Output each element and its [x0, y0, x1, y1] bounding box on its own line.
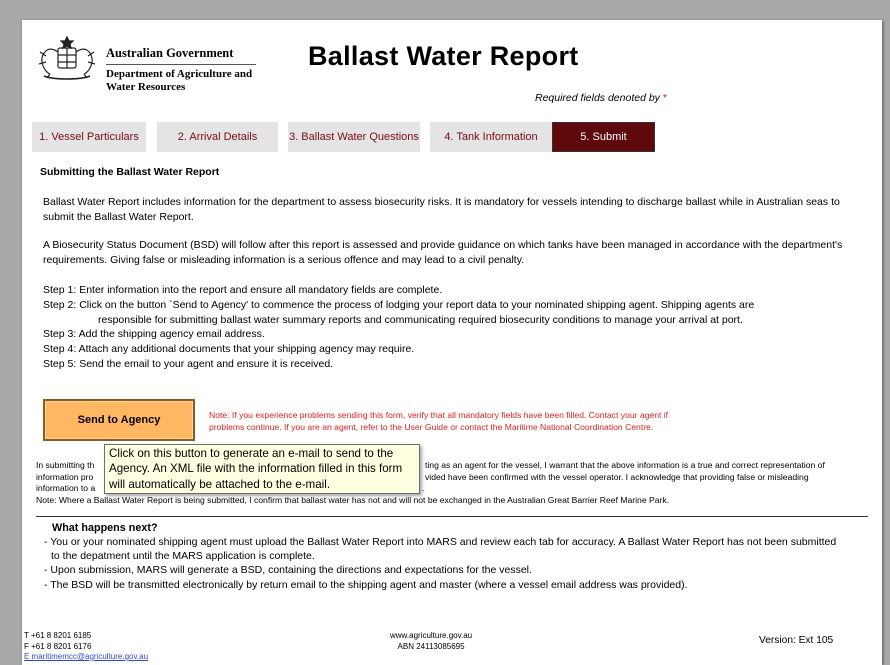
declaration-line-2b: vided have been confirmed with the vessel operator. I acknowledge that providing false or misleading [425, 471, 809, 482]
step-2-continued: responsible for submitting ballast water summary reports and communicating required biosecurity conditions to manage your arrival at port. [98, 313, 743, 326]
footer-fax: F +61 8 8201 6176 [24, 641, 92, 651]
tab-tank-information[interactable]: 4. Tank Information [430, 122, 552, 152]
section-title: Submitting the Ballast Water Report [40, 166, 220, 178]
intro-paragraph: Ballast Water Report includes information for the department to assess biosecurity risks. It is mandatory for vessels intending to discharge ballast while in Australian seas to submit the Ballast Water Report. [43, 196, 840, 223]
what-next-item-2: - Upon submission, MARS will generate a BSD, containing the directions and expectations for the vessel. [44, 564, 532, 577]
what-next-title: What happens next? [52, 522, 158, 534]
declaration-line-2a: information pro [36, 471, 94, 482]
required-note-text: Required fields denoted by [535, 92, 660, 104]
what-next-item-1-continued: to the depatment until the MARS application is complete. [51, 550, 315, 563]
step-2: Step 2: Click on the button `Send to Agency' to commence the process of lodging your report data to your nominated shipping agent. Shipping agents are [43, 298, 755, 311]
what-next-item-1: - You or your nominated shipping agent must upload the Ballast Water Report into MARS and review each tab for accuracy. A Ballast Water Report has not been submitted [44, 536, 837, 548]
government-name: Australian Government [106, 46, 234, 60]
tab-arrival-details[interactable]: 2. Arrival Details [157, 122, 278, 152]
send-button-tooltip: Click on this button to generate an e-mail to send to the Agency. An XML file with the information filled in this form will automatically be attached to the e-mail. [104, 444, 420, 494]
send-to-agency-button[interactable]: Send to Agency [43, 399, 195, 441]
required-fields-note [535, 92, 667, 104]
declaration-line-3b: . [422, 483, 425, 494]
logo-divider [106, 64, 256, 65]
step-3: Step 3: Add the shipping agency email address. [43, 328, 265, 341]
page-title: Ballast Water Report [308, 41, 579, 71]
what-next-item-3: - The BSD will be transmitted electronically by return email to the shipping agent and master (where a vessel email address was provided). [44, 578, 688, 591]
note-line-1: Note: If you experience problems sending this form, verify that all mandatory fields have been filled. Contact your agent if [209, 410, 669, 420]
government-logo [36, 34, 256, 98]
footer-website-url[interactable]: www.agriculture.gov.au [390, 631, 473, 640]
step-4: Step 4: Attach any additional documents that your shipping agency may require. [43, 343, 415, 356]
bsd-paragraph: A Biosecurity Status Document (BSD) will follow after this report is assessed and provide guidance on which tanks have been managed in accordance with the department's requirements. Giving false or misleading information is a serious offence and may lead to a civil penalty. [43, 239, 843, 266]
footer-phone: T +61 8 8201 6185 [24, 631, 92, 640]
step-1: Step 1: Enter information into the report and ensure all mandatory fields are complete. [43, 284, 443, 296]
steps-list [43, 283, 843, 372]
footer-contact [24, 631, 148, 663]
note-line-2: problems continue. If you are an agent, refer to the User Guide or contact the Maritime National Coordination Centre. [209, 422, 654, 432]
version-label: Version: Ext 105 [759, 635, 834, 646]
footer-website [390, 631, 472, 652]
declaration-line-3a: information to a [36, 483, 96, 494]
report-page [22, 20, 882, 665]
footer-email-link[interactable]: E maritimemcc@agriculture.gov.au [24, 652, 149, 661]
what-next-list [44, 535, 864, 592]
coat-of-arms-icon [36, 34, 98, 82]
tab-vessel-particulars[interactable]: 1. Vessel Particulars [32, 122, 146, 152]
send-problem-note [209, 409, 769, 433]
declaration-note: Note: Where a Ballast Water Report is being submitted, I confirm that ballast water has not and will not be exchanged in the Australian Great Barrier Reef Marine Park. [36, 495, 670, 506]
required-star: * [662, 92, 667, 104]
section-divider [36, 516, 868, 517]
step-5: Step 5: Send the email to your agent and ensure it is received. [43, 357, 334, 370]
tab-ballast-water-questions[interactable]: 3. Ballast Water Questions [288, 122, 420, 152]
department-name: Department of Agriculture and Water Resources [106, 68, 253, 93]
tab-submit[interactable]: 5. Submit [552, 122, 655, 152]
declaration-line-1b: ting as an agent for the vessel, I warrant that the above information is a true and correct representation of [425, 460, 825, 470]
footer-abn: ABN 24113085695 [397, 641, 465, 651]
declaration-line-1a: In submitting th [36, 460, 95, 470]
